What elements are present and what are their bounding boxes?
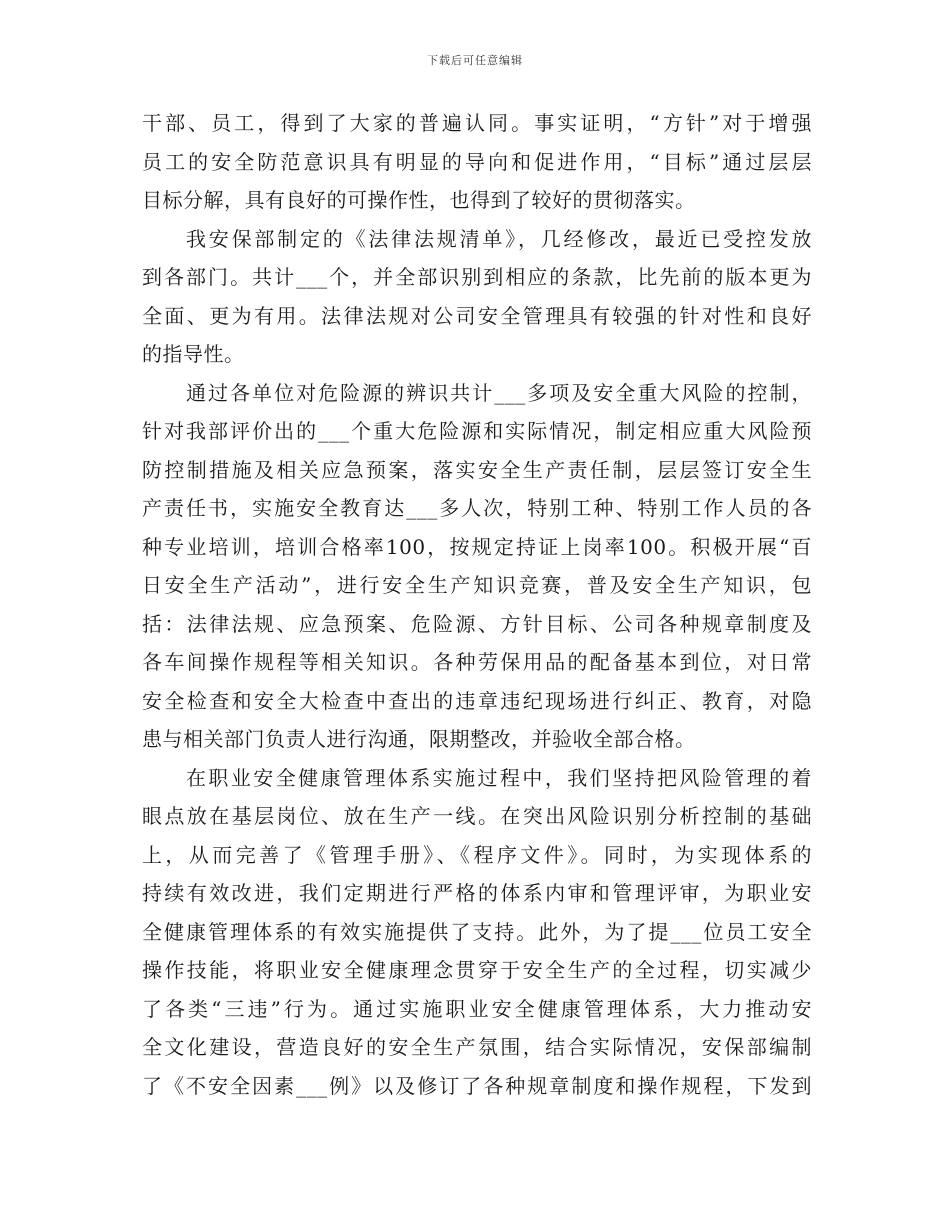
text-line: 目标分解，具有良好的可操作性，也得到了较好的贯彻落实。 <box>142 188 696 212</box>
text-line: 各车间操作规程等相关知识。各种劳保用品的配备基本到位，对日常 <box>142 650 812 674</box>
text-line: 了《不安全因素___例》以及修订了各种规章制度和操作规程，下发到 <box>142 1073 812 1098</box>
text-line: 针对我部评价出的___个重大危险源和实际情况，制定相应重大风险预 <box>142 419 812 443</box>
text-line: 括：法律法规、应急预案、危险源、方针目标、公司各种规章制度及 <box>142 611 812 636</box>
paragraph-1 <box>142 104 812 220</box>
text-line: 眼点放在基层岗位、放在生产一线。在突出风险识别分析控制的基础 <box>142 804 812 828</box>
text-line: 防控制措施及相关应急预案，落实安全生产责任制，层层签订安全生 <box>142 457 812 482</box>
text-line: 持续有效改进，我们定期进行严格的体系内审和管理评审，为职业安 <box>142 881 812 905</box>
text-line: 我安保部制定的《法律法规清单》，几经修改，最近已受控发放 <box>186 226 812 251</box>
paragraph-2 <box>142 220 812 374</box>
paragraph-4 <box>142 759 812 1106</box>
text-line: 产责任书，实施安全教育达___多人次，特别工种、特别工作人员的各 <box>142 496 812 520</box>
text-line: 到各部门。共计___个，并全部识别到相应的条款，比先前的版本更为 <box>142 265 812 289</box>
page-header-note: 下载后可任意编辑 <box>427 54 523 67</box>
text-line: 的指导性。 <box>142 342 245 366</box>
text-line: 安全检查和安全大检查中查出的违章违纪现场进行纠正、教育，对隐 <box>142 688 812 713</box>
text-line: 通过各单位对危险源的辨识共计___多项及安全重大风险的控制， <box>186 380 812 405</box>
document-body <box>142 104 812 1105</box>
text-line: 员工的安全防范意识具有明显的导向和促进作用，“目标”通过层层 <box>142 149 812 174</box>
text-line: 患与相关部门负责人进行沟通，限期整改，并验收全部合格。 <box>142 727 696 751</box>
text-line: 干部、员工，得到了大家的普遍认同。事实证明，“方针”对于增强 <box>142 111 812 135</box>
text-line: 全健康管理体系的有效实施提供了支持。此外，为了提___位员工安全 <box>142 919 812 944</box>
text-line: 种专业培训，培训合格率100，按规定持证上岗率100。积极开展“百 <box>142 534 812 559</box>
text-line: 在职业安全健康管理体系实施过程中，我们坚持把风险管理的着 <box>186 765 812 790</box>
paragraph-3 <box>142 374 812 759</box>
text-line: 操作技能，将职业安全健康理念贯穿于安全生产的全过程，切实减少 <box>142 958 812 982</box>
text-line: 全文化建设，营造良好的安全生产氛围，结合实际情况，安保部编制 <box>142 1035 812 1059</box>
text-line: 了各类“三违”行为。通过实施职业安全健康管理体系，大力推动安 <box>142 996 812 1021</box>
text-line: 日安全生产活动”，进行安全生产知识竞赛，普及安全生产知识，包 <box>142 573 812 597</box>
text-line: 全面、更为有用。法律法规对公司安全管理具有较强的针对性和良好 <box>142 303 812 328</box>
text-line: 上，从而完善了《管理手册》、《程序文件》。同时，为实现体系的 <box>142 842 812 867</box>
